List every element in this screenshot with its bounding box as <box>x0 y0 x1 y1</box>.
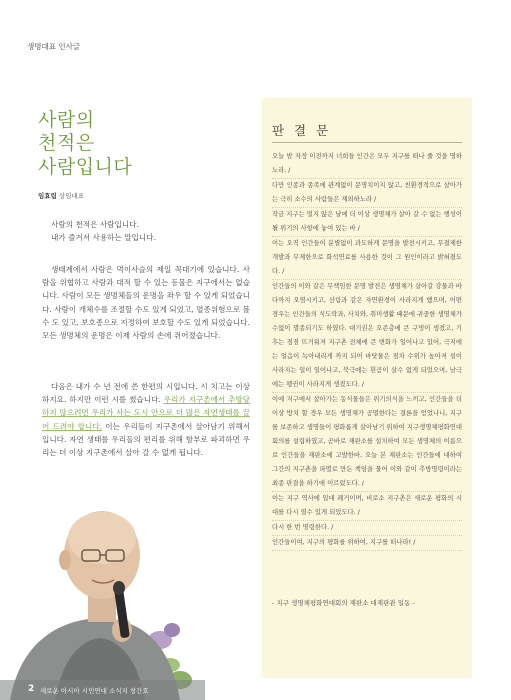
author-photo <box>0 480 205 700</box>
body-paragraph-ecosystem <box>42 263 250 342</box>
body-paragraph-2: 생태계에서 사람은 먹이사슬의 제일 꼭대기에 있습니다. 사람을 위협하고 사람과 대적 할 수 있는 동물은 지구에서는 없습니다. 사람이 모든 생명체들의 운명을 좌우 할 수 있게 되었습니다. 사람이 개체수를 조절할 수도 있게 되었고, 멸종위험으로 볼 수 도 있고, 보호종으로 지정하여 보호할 수도 있게 되었습니다. 모든 생명체의 운명은 이제 사람의 손에 쥐어졌습니다. <box>42 265 250 341</box>
ruling-paragraph: 이는 오직 인간들이 분별없이 과도하게 문명을 발전시키고, 무절제한 개발과 무제한으로 화석연료를 사용한 것이 그 원인이라고 밝혀졌도다. / <box>272 237 462 280</box>
author-role: 상임대표 <box>58 192 85 200</box>
ruling-paragraph: 다시 한 번 명령한다. / <box>272 521 462 536</box>
footer-publication-name: 새로운 아시아 시민연대 소식지 창간호 <box>40 687 149 695</box>
ruling-title: 판 결 문 <box>272 123 332 138</box>
ruling-paragraph: 이는 지구 역사에 일대 쾌거이며, 비로소 지구촌은 새로운 평화의 시대를 다시 열수 있게 되었도다. / <box>272 492 462 521</box>
poem-closing-text: 이는 우리들이 지구촌에서 살아남기 위해서입니다. 자연 생태를 우리들의 편리를 위해 함부로 파괴하면 우리는 더 이상 지구촌에서 살아 갈 수 없게 됩니다. <box>42 421 251 458</box>
ruling-paragraph: 인간들의 이와 같은 무책임한 문명 발전은 생명체가 살아갈 강물과 바다까지 오염시키고, 산림과 같은 자연환경이 사라지게 했으며, 어떤 경우는 인간들의 식도락과, 사치와, 취미생활 때문에 귀중한 생명체가 수없이 멸종되기도 하였다. 대기권은 오존층에 큰 구멍이 생겼고, 기후는 점점 뜨거워져 지구촌 전체에 큰 변화가 일어나고 있어, 극지에는 얼음이 녹아내리게 까지 되어 바닷물은 점차 수위가 높아져 섬이 사라지는 일이 일어나고, 북극에는 흰곰이 살수 없게 되었으며, 남극에는 펭귄이 사라지게 생겼도다. / <box>272 280 462 393</box>
ruling-text <box>272 150 462 551</box>
ruling-title-divider <box>272 142 462 143</box>
highlighted-quote: 우리가 지구촌에서 추방당하지 않으려면 우리가 사는 도시 안으로 더 많은 자연생태를 끌어 드려야 합니다. <box>42 395 250 431</box>
article-title-line-1: 사람의 <box>38 109 95 131</box>
body-paragraph-poem <box>42 380 250 459</box>
article-title-line-2: 천적은 <box>38 132 95 154</box>
ruling-paragraph: 작금 지구는 멀지 않은 날에 더 이상 생명체가 살아 갈 수 없는 행성이 될 위기의 사항에 놓여 있는 바 / <box>272 208 462 237</box>
author-photo-illustration <box>0 480 205 700</box>
ruling-paragraph: 이에 지구에서 살아가는 동식물들은 위기의식을 느끼고, 인간들을 더 이상 방치 할 경우 모든 생명체가 공멸한다는 결론을 얻었나니, 지구를 보존하고 생명들이 평화롭게 살아남기 위하여 지구생명체평화연대회의를 설립하였고, 곧바로 재판소를 설치하여 모든 생명체의 이름으로 인간들을 재판소에 고발한바, 오늘 본 재판소는 인간들에 대하여 그간의 지구촌을 파멸로 만든 책임을 물어 이와 같이 추방명령이라는 최종 판결을 하기에 이르렀도다. / <box>272 393 462 492</box>
intro-paragraph <box>42 218 250 244</box>
intro-line-2: 내가 즐겨서 사용하는 말입니다. <box>51 233 157 243</box>
section-header-label: 생명대표 인사글 <box>27 42 81 51</box>
page-number: 2 <box>28 684 35 694</box>
body-paragraph-3 <box>42 380 250 459</box>
author-name: 임효림 <box>38 192 57 200</box>
article-title-line-3: 사람입니다 <box>38 156 133 178</box>
ruling-paragraph: 오늘 밤 자정 이전까지 너희들 인간은 모두 지구를 떠나 줄 것을 명하노라. / <box>272 150 462 179</box>
ruling-signature: - 지구 생명체평화연대회의 재판소 대재판관 일동 - <box>272 599 415 607</box>
author-byline <box>38 191 84 200</box>
intro-line-1: 사람의 천적은 사람입니다. <box>51 220 139 229</box>
ruling-paragraph: 다만 인종과 종족에 관계없이 문명치이지 않고, 친환경적으로 살아가는 극히 소수의 사람들은 제외하노라 / <box>272 179 462 208</box>
poem-intro-text: 다음은 내가 수 년 전에 쓴 한편의 시입니다. 시 치고는 이상하지요. 하지만 이런 시를 썼습니다. <box>42 382 250 405</box>
ruling-paragraph: 인간들이여, 지구의 평화를 위하여, 지구를 떠나라! / <box>272 536 462 551</box>
